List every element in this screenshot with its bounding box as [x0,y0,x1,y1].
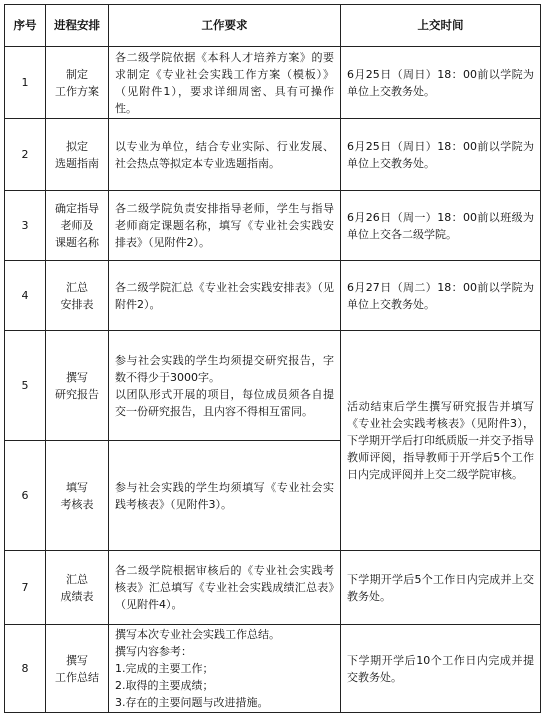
row-deadline-merged: 活动结束后学生撰写研究报告并填写《专业社会实践考核表》（见附件3），下学期开学后打印纸质版一并交予指导教师评阅，指导教师于开学后5个工作日内完成评阅并上交二级学院审核。 [341,331,541,551]
row-requirement: 撰写本次专业社会实践工作总结。 撰写内容参考： 1.完成的主要工作； 2.取得的主要成绩； 3.存在的主要问题与改进措施。 [109,625,341,713]
row-no: 7 [5,551,46,625]
table-row [5,191,541,261]
row-step: 汇总 安排表 [46,261,109,331]
row-requirement: 各二级学院根据审核后的《专业社会实践考核表》汇总填写《专业社会实践成绩汇总表》（见附件4）。 [109,551,341,625]
row-requirement: 以专业为单位，结合专业实际、行业发展、社会热点等拟定本专业选题指南。 [109,119,341,191]
row-deadline: 6月27日（周二）18：00前以学院为单位上交教务处。 [341,261,541,331]
row-no: 6 [5,441,46,551]
header-time: 上交时间 [341,5,541,47]
row-requirement: 各二级学院负责安排指导老师，学生与指导老师商定课题名称，填写《专业社会实践安排表》（见附件2）。 [109,191,341,261]
header-step: 进程安排 [46,5,109,47]
row-no: 8 [5,625,46,713]
row-step: 汇总 成绩表 [46,551,109,625]
row-no: 1 [5,47,46,119]
table-row [5,261,541,331]
table-row [5,551,541,625]
table-row [5,119,541,191]
row-no: 3 [5,191,46,261]
row-deadline: 6月26日（周一）18：00前以班级为单位上交各二级学院。 [341,191,541,261]
row-step: 撰写 工作总结 [46,625,109,713]
table-row [5,47,541,119]
header-no: 序号 [5,5,46,47]
row-requirement: 参与社会实践的学生均须填写《专业社会实践考核表》（见附件3）。 [109,441,341,551]
row-requirement: 各二级学院汇总《专业社会实践安排表》（见附件2）。 [109,261,341,331]
row-no: 4 [5,261,46,331]
row-deadline: 6月25日（周日）18：00前以学院为单位上交教务处。 [341,119,541,191]
row-step: 撰写 研究报告 [46,331,109,441]
row-no: 2 [5,119,46,191]
row-no: 5 [5,331,46,441]
header-row [5,5,541,47]
table-row [5,331,541,441]
row-requirement: 各二级学院依据《本科人才培养方案》的要求制定《专业社会实践工作方案（模板）》（见附件1），要求详细周密、具有可操作性。 [109,47,341,119]
row-deadline: 下学期开学后5个工作日内完成并上交教务处。 [341,551,541,625]
schedule-table [4,4,541,713]
header-req: 工作要求 [109,5,341,47]
row-deadline: 下学期开学后10个工作日内完成并提交教务处。 [341,625,541,713]
row-deadline: 6月25日（周日）18：00前以学院为单位上交教务处。 [341,47,541,119]
row-step: 拟定 选题指南 [46,119,109,191]
row-step: 确定指导 老师及 课题名称 [46,191,109,261]
row-step: 填写 考核表 [46,441,109,551]
row-requirement: 参与社会实践的学生均须提交研究报告，字数不得少于3000字。 以团队形式开展的项目，每位成员须各自提交一份研究报告，且内容不得相互雷同。 [109,331,341,441]
table-row [5,625,541,713]
row-step: 制定 工作方案 [46,47,109,119]
